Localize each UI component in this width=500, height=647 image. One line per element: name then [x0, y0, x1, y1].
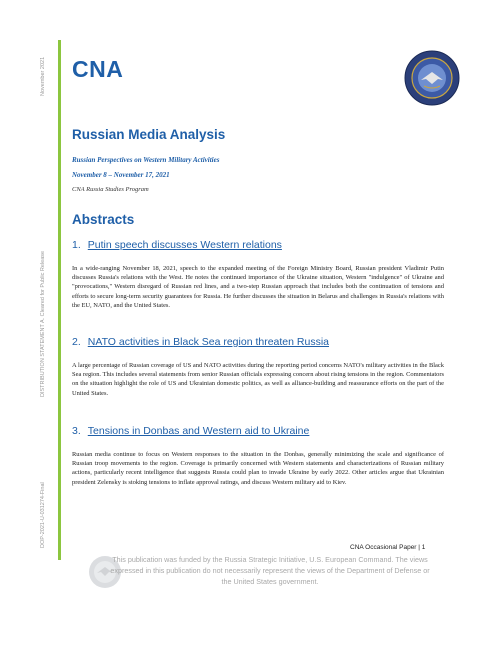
section-number: 1. — [72, 239, 81, 251]
page-title: Russian Media Analysis — [72, 127, 226, 142]
section-3-body: Russian media continue to focus on Western responses to the situation in the Donbas, generally minimizing the scale and significance of Russian troop movements to the region. Coverage is primarily concerned with Western statements and characterizations of Russian military actions, particularly recent intelligence that suggests Russia could plan to invade Ukraine by early 2022. Other articles argue that Ukrainian president Zelensky is stoking tensions to inflate approval ratings, and discuss Western military aid to Kiev. — [72, 451, 444, 486]
section-number: 2. — [72, 336, 81, 348]
date-range: November 8 – November 17, 2021 — [72, 171, 170, 179]
section-1-heading — [72, 239, 282, 251]
section-2-body: A large percentage of Russian coverage of US and NATO activities during the reporting period concerns NATO's military activities in the Black Sea region. This includes several statements from senior Russian officials expressing concern about rising tensions in the region. Commentators on the situation highlight the role of US and Ukrainian domestic politics, as well as alliance-building and reassurance efforts on the part of the United States. — [72, 362, 444, 397]
section-title-link[interactable]: Tensions in Donbas and Western aid to Ukraine — [87, 425, 310, 437]
side-date: November 2021 — [40, 56, 46, 96]
side-distribution-statement: DISTRIBUTION STATEMENT A. Cleared for Public Release — [40, 250, 46, 397]
funding-disclaimer: This publication was funded by the Russia Strategic Initiative, U.S. European Command. The views expressed in this publication do not necessarily represent the views of the Department of Defense or the United States government. — [110, 555, 430, 586]
page-number-label: CNA Occasional Paper | 1 — [350, 544, 426, 551]
program-name: CNA Russia Studies Program — [72, 186, 149, 193]
section-2-heading — [72, 336, 329, 348]
side-doc-id: DOP-2021-U-031274-Final — [40, 482, 46, 548]
abstracts-heading: Abstracts — [72, 212, 135, 227]
section-number: 3. — [72, 425, 81, 437]
cna-logo — [72, 56, 123, 83]
section-3-heading — [72, 425, 309, 437]
subtitle: Russian Perspectives on Western Military Activities — [72, 156, 220, 164]
logo-text: CNA — [72, 56, 124, 82]
accent-bar — [58, 40, 61, 560]
section-title-link[interactable]: NATO activities in Black Sea region threaten Russia — [87, 336, 329, 348]
section-1-body: In a wide-ranging November 18, 2021, speech to the expanded meeting of the Foreign Ministry Board, Russian president Vladimir Putin discusses Russia's relations with the West. He notes the continued importance of the Ukraine situation, Western "indulgence" of Ukraine and "provocations," Western disregard of Russian red lines, and a two-step Russian approach that includes both the continuation of tensions and efforts to secure long-term security guarantees for Russia. He further discusses the situation in Belarus and challenges in Russia's relations with the EU, NATO, and the United States. — [72, 265, 444, 309]
section-title-link[interactable]: Putin speech discusses Western relations — [87, 239, 282, 251]
eucom-seal-icon — [404, 50, 460, 106]
